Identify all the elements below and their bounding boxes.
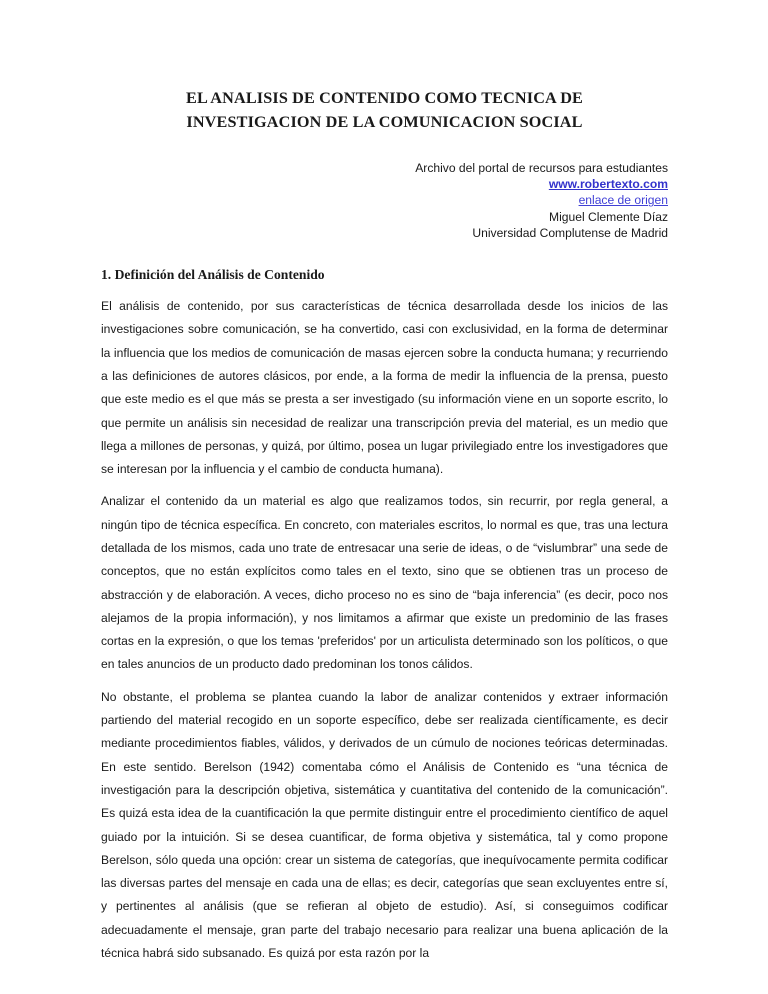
page-title-line-2: INVESTIGACION DE LA COMUNICACION SOCIAL (186, 113, 583, 131)
document-content-column (101, 0, 668, 965)
byline-origin-link-row (101, 192, 668, 208)
page-title-line-1: EL ANALISIS DE CONTENIDO COMO TECNICA DE (186, 89, 583, 107)
paragraph: Analizar el contenido da un material es algo que realizamos todos, sin recurrir, por regla general, a ningún tipo de técnica específica. En concreto, con materiales escritos, lo normal es que, tras una lectura detallada de los mismos, cada uno trate de entresacar una serie de ideas, o de “vislumbrar” una sede de conceptos, que no están explícitos como tales en el texto, sino que se obtienen tras un proceso de abstracción y de elaboración. A veces, dicho proceso no es sino de “baja inferencia” (es decir, poco nos alejamos de la propia información), y nos limitamos a afirmar que existe un predominio de las frases cortas en la expresión, o que los temas 'preferidos' por un articulista determinado son los políticos, o que en tales anuncios de un producto dado predominan los tonos cálidos. (101, 494, 668, 672)
paragraph: El análisis de contenido, por sus características de técnica desarrollada desde los inicios de las investigaciones sobre comunicación, se ha convertido, casi con exclusividad, en la forma de determinar la influencia que los medios de comunicación de masas ejercen sobre la conducta humana; y recurriendo a las definiciones de autores clásicos, por ende, a la forma de medir la influencia de la prensa, puesto que este medio es el que más se presta a ser investigado (su información viene en un soporte escrito, lo que permite un análisis sin necesidad de realizar una transcripción previa del material, es un medio que llega a millones de personas, y quizá, por último, posea un lugar privilegiado entre los investigadores que se interesan por la influencia y el cambio de conducta humana). (101, 299, 668, 477)
byline-block (101, 160, 668, 241)
byline-site-link-row (101, 176, 668, 192)
byline-institution: Universidad Complutense de Madrid (472, 225, 668, 240)
paragraph: No obstante, el problema se plantea cuando la labor de analizar contenidos y extraer información partiendo del material recogido en un soporte específico, debe ser realizada científicamente, es decir mediante procedimientos fiables, válidos, y derivados de un cúmulo de nociones teóricas determinadas. En este sentido. Berelson (1942) comentaba cómo el Análisis de Contenido es “una técnica de investigación para la descripción objetiva, sistemática y cuantitativa del contenido de la comunicación”. Es quizá esta idea de la cuantificación la que permite distinguir entre el procedimiento científico de aquel guiado por la intuición. Si se desea cuantificar, de forma objetiva y sistemática, tal y como propone Berelson, sólo queda una opción: crear un sistema de categorías, que inequívocamente permita codificar las diversas partes del mensaje en cada una de ellas; es decir, categorías que sean excluyentes entre sí, y pertinentes al análisis (que se refieran al objeto de estudio). Así, si conseguimos codificar adecuadamente el mensaje, gran parte del trabajo necesario para realizar una buena aplicación de la técnica habrá sido subsanado. Es quizá por esta razón por la (101, 689, 668, 961)
origin-link[interactable]: enlace de origen (578, 193, 668, 208)
byline-archive-line: Archivo del portal de recursos para estudiantes (415, 161, 668, 175)
body-copy (101, 284, 668, 965)
byline-author: Miguel Clemente Díaz (549, 209, 668, 224)
page-title (101, 0, 668, 134)
site-link[interactable]: www.robertexto.com (548, 177, 668, 192)
section-heading: 1. Definición del Análisis de Contenido (101, 267, 325, 283)
